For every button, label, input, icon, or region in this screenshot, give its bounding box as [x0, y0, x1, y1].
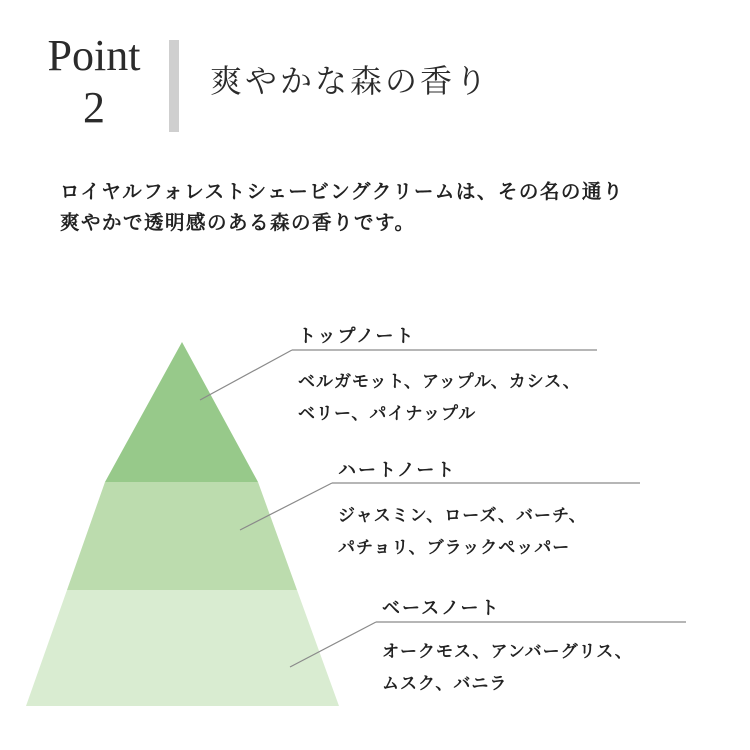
base-note-items	[382, 636, 633, 700]
point-word: Point	[47, 31, 141, 80]
base-note-line: ムスク、バニラ	[382, 674, 508, 694]
heart-note-title: ハートノート	[338, 460, 457, 481]
pyramid-heart-tier	[67, 482, 297, 590]
leader-line-top-diagonal	[200, 350, 292, 400]
intro-line: ロイヤルフォレストシェービングクリームは、その名の通り	[60, 180, 624, 203]
point-number: 2	[83, 83, 105, 132]
top-note-line: ベリー、パイナップル	[298, 404, 477, 424]
intro-line: 爽やかで透明感のある森の香りです。	[60, 211, 416, 234]
top-note-title: トップノート	[298, 326, 416, 347]
heart-note-line: パチョリ、ブラックペッパー	[338, 538, 571, 558]
heart-note-items	[338, 500, 587, 564]
base-note-line: オークモス、アンバーグリス、	[382, 642, 633, 662]
pyramid-base-tier	[26, 590, 339, 706]
top-note-line: ベルガモット、アップル、カシス、	[298, 372, 581, 392]
heart-note-line: ジャスミン、ローズ、バーチ、	[338, 506, 587, 526]
base-note-title: ベースノート	[382, 598, 501, 619]
top-note-items	[298, 366, 581, 430]
page-title: 爽やかな森の香り	[210, 62, 491, 100]
pyramid-top-tier	[105, 342, 258, 482]
